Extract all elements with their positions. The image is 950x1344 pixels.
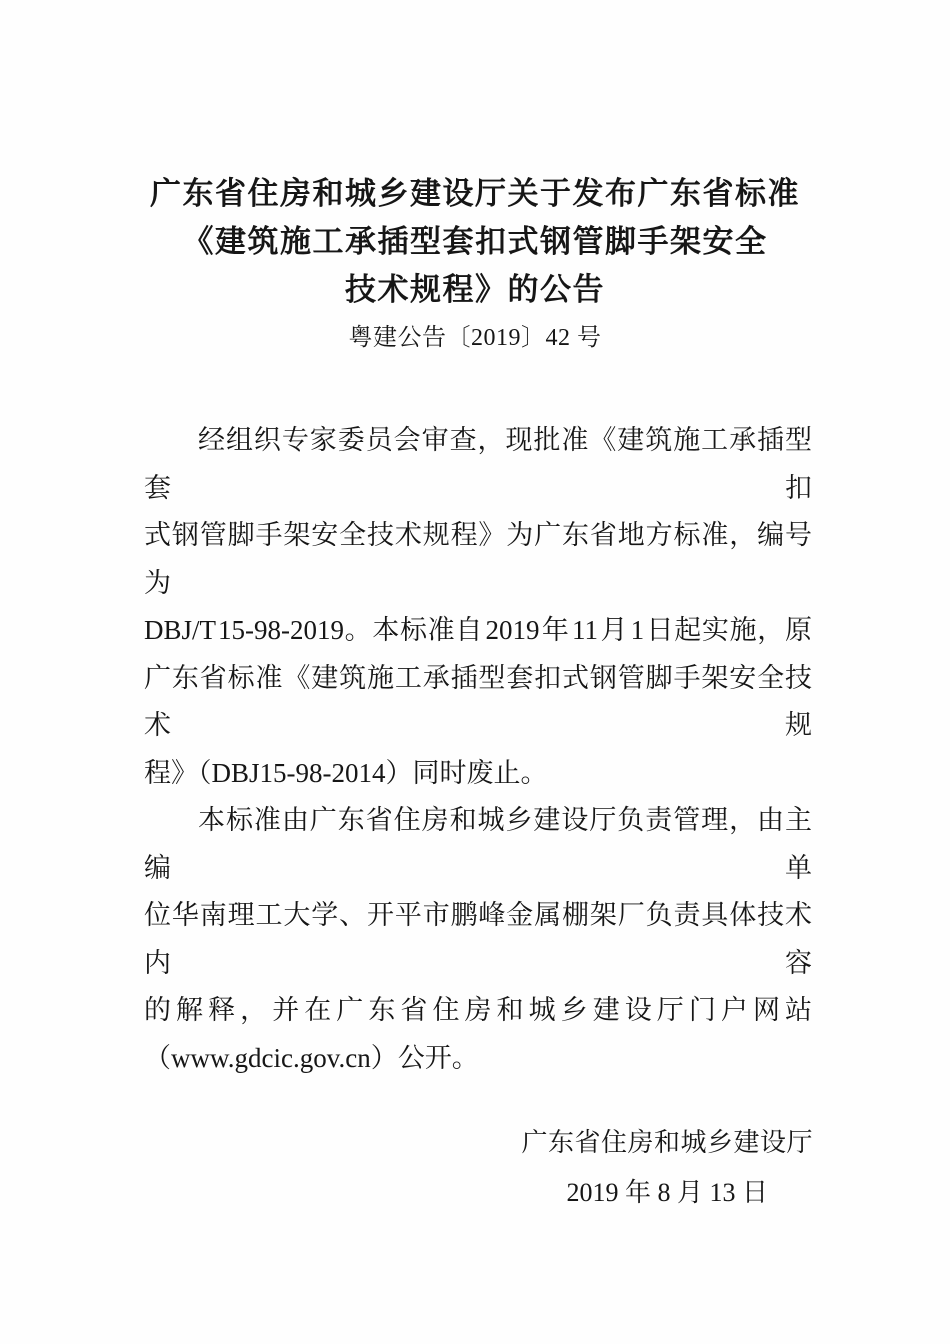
- title-line-2: 《建筑施工承插型套扣式钢管脚手架安全: [182, 224, 768, 259]
- document-body: [144, 417, 812, 1082]
- paragraph-2-line-3: 的解释，并在广东省住房和城乡建设厅门户网站: [144, 995, 812, 1025]
- paragraph-1-line-1: 经组织专家委员会审查，现批准《建筑施工承插型套扣: [144, 425, 812, 503]
- paragraph-1-line-2: 式钢管脚手架安全技术规程》为广东省地方标准，编号为: [144, 520, 812, 598]
- paragraph-1: [144, 417, 812, 797]
- paragraph-1-line-4: 广东省标准《建筑施工承插型套扣式钢管脚手架安全技术规: [144, 662, 812, 740]
- paragraph-2-line-1: 本标准由广东省住房和城乡建设厅负责管理，由主编单: [144, 805, 812, 883]
- signature-block: [521, 1118, 813, 1218]
- issuing-authority: 广东省住房和城乡建设厅: [521, 1128, 813, 1157]
- paragraph-2: [144, 797, 812, 1082]
- title-line-1: 广东省住房和城乡建设厅关于发布广东省标准: [150, 176, 800, 211]
- paragraph-2-line-2: 位华南理工大学、开平市鹏峰金属棚架厂负责具体技术内容: [144, 900, 812, 978]
- document-title: [0, 170, 950, 314]
- title-line-3: 技术规程》的公告: [345, 272, 605, 307]
- paragraph-1-line-3: DBJ/T 15-98-2019。本标准自 2019 年 11 月 1 日起实施，原: [144, 615, 812, 645]
- paragraph-2-line-4: （www.gdcic.gov.cn）公开。: [144, 1042, 479, 1073]
- document-number: 粤建公告〔2019〕42 号: [348, 325, 602, 351]
- issue-date: 2019 年 8 月 13 日: [566, 1178, 768, 1207]
- paragraph-1-line-5: 程》（DBJ15-98-2014）同时废止。: [144, 757, 548, 788]
